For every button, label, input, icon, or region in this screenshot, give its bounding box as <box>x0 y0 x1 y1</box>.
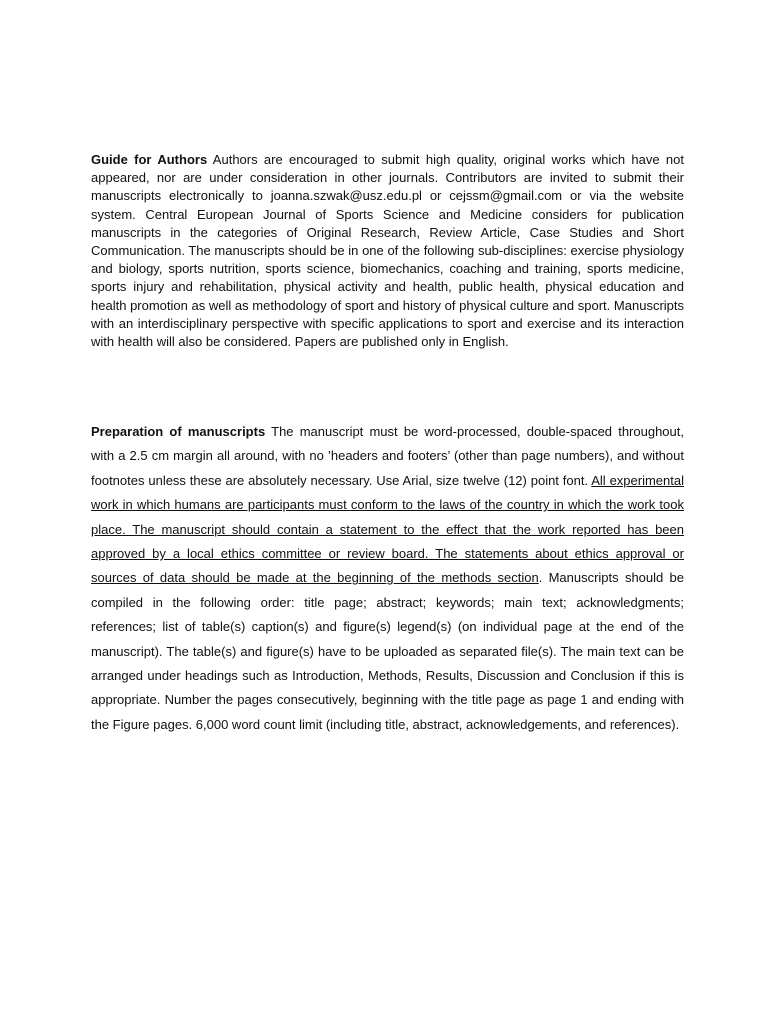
preparation-text-intro: The manuscript must be word-processed, double-spaced throughout, with a 2.5 cm margin all around, with no ’headers and footers’ (other than page numbers), and without footnotes unless these are absolutely necessary. Use Arial, size twelve (12) point font. <box>91 424 684 488</box>
ethics-approval-underlined: The statements about ethics approval or sources of data should be made at the beginning of the methods section <box>91 546 684 586</box>
guide-for-authors-heading: Guide for Authors <box>91 152 208 167</box>
preparation-of-manuscripts-heading: Preparation of manuscripts <box>91 424 266 439</box>
ethics-statement-underlined: All experimental work in which humans are participants must conform to the laws of the country in which the work took place. The manuscript should contain a statement to the effect that the work reported has been approved by a local ethics committee or review board. <box>91 472 684 562</box>
guide-for-authors-text: Authors are encouraged to submit high quality, original works which have not appeared, nor are under consideration in other journals. Contributors are invited to submit their manuscripts electronically to joanna.szwak@usz.edu.pl or cejssm@gmail.com or via the website system. Central European Journal of Sports Science and Medicine considers for publication manuscripts in the categories of Original Research, Review Article, Case Studies and Short Communication. The manuscripts should be in one of the following sub-disciplines: exercise physiology and biology, sports nutrition, sports science, biomechanics, coaching and training, sports medicine, sports injury and rehabilitation, physical activity and health, public health, physical education and health promotion as well as methodology of sport and history of physical culture and sport. Manuscripts with an interdisciplinary perspective with specific applications to sport and exercise and its interaction with health will also be considered. Papers are published only in English. <box>91 152 684 350</box>
preparation-of-manuscripts-paragraph <box>91 420 684 737</box>
preparation-text-order: . Manuscripts should be compiled in the following order: title page; abstract; keywords; main text; acknowledgments; references; list of table(s) caption(s) and figure(s) legend(s) (on individual page at the end of the manuscript). The table(s) and figure(s) have to be uploaded as separated file(s). The main text can be arranged under headings such as Introduction, Methods, Results, Discussion and Conclusion if this is appropriate. Number the pages consecutively, beginning with the title page as page 1 and ending with the Figure pages. 6,000 word count limit (including title, abstract, acknowledgements, and references). <box>91 570 684 732</box>
guide-for-authors-paragraph <box>91 151 684 351</box>
